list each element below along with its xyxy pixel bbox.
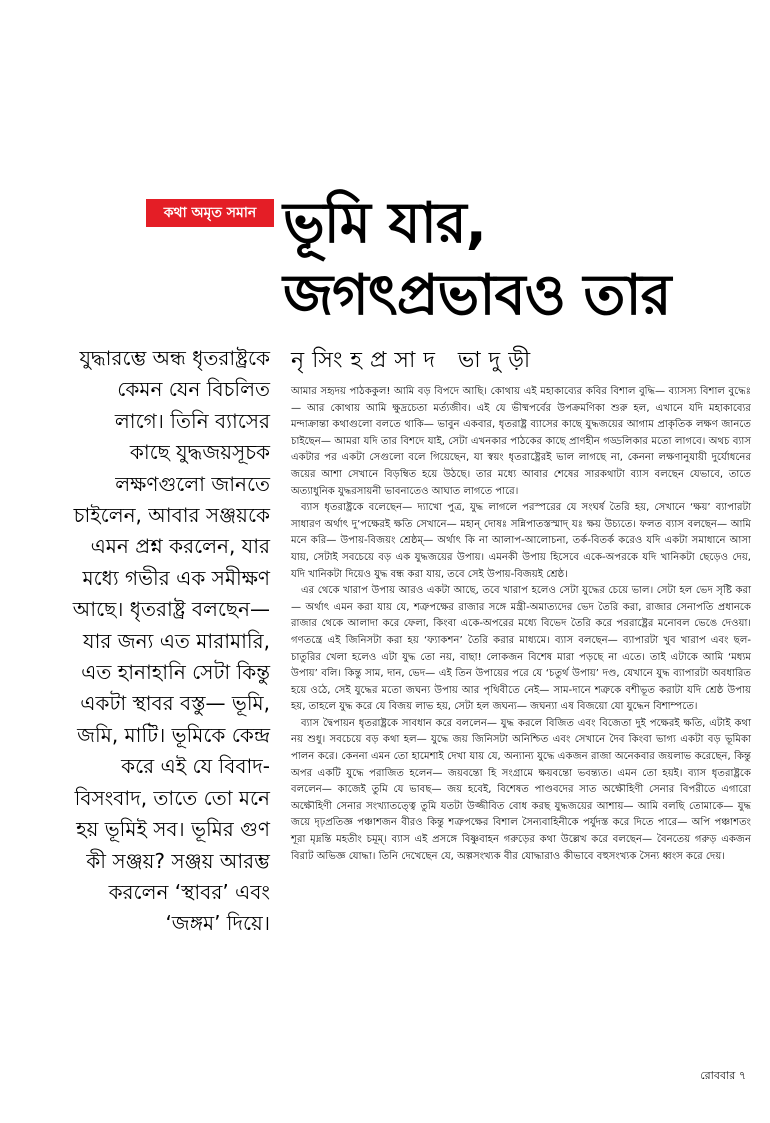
paragraph: আমার সহৃদয় পাঠককুল! আমি বড় বিপদে আছি। কোথায় এই মহাকাব্যের কবির বিশাল বুদ্ধি— ব্যাসস্য বিশাল বুদ্ধেঃ— আর কোথায় আমি ক্ষুদ্রচেতা মর্ত্যজীব। এই যে ভীষ্মপর্বের উপক্রমণিকা শুরু হল, এখানে যদি মহাকাব্যের মন্দাক্রান্তা কথাগুলো বলতে থাকি— ভাবুন একবার, ধৃতরাষ্ট্র ব্যাসের কাছে যুদ্ধজয়ের আগাম প্রাকৃতিক লক্ষণ জানতে চাইছেন— আমরা যদি তার বিশদে যাই, সেটা এখনকার পাঠকের কাছে প্রাণহীন গড্ডলিকার মতো লাগবে। অথচ ব্যাস একটার পর একটা সেগুলো বলে গিয়েছেন, যা স্বয়ং ধৃতরাষ্ট্রেরই ভাল লাগছে না, কেননা লক্ষণানুযায়ী দুর্যোধনের জয়ের আশা সেখানে বিড়ম্বিত হয়ে উঠছে। তার মধ্যে আবার শেষের সারকথাটা ব্যাস বলছেন যেভাবে, তাতে অত্যাধুনিক যুদ্ধরসায়নী ভাবনাতেও আঘাত লাগতে পারে। <box>291 386 751 497</box>
page-footer: রোববার ৭ <box>700 1069 746 1082</box>
paragraph: ব্যাস ধৃতরাষ্ট্রকে বলেছেন— দ্যাখো পুত্র, যুদ্ধ লাগলে পরস্পরের যে সংঘর্ষ তৈরি হয়, সেখানে ‘ক্ষয়’ ব্যাপারটা সাধারণ অর্থাৎ দু’পক্ষেরই ক্ষতি সেখানে— মহান্ দোষঃ সন্নিপাতস্তস্মাদ্ যঃ ক্ষয় উচ্যতে। ফলত ব্যাস বলছেন— আমি মনে করি— উপায়-বিজয়ং শ্রেষ্ঠম্— অর্থাৎ কি না আলাপ-আলোচনা, তর্ক-বিতর্ক করেও যদি একটা সমাধানে আসা যায়, সেটাই সবচেয়ে বড় এক যুদ্ধজয়ের উপায়। এমনকী উপায় হিসেবে একে-অপরকে যদি খানিকটা ছেড়েও দেয়, যদি খানিকটা দিয়েও যুদ্ধ বন্ধ করা যায়, তবে সেই উপায়-বিজয়ই শ্রেষ্ঠ। <box>291 502 751 580</box>
author-byline: নৃসিংহপ্রসাদ ভাদুড়ী <box>291 348 539 373</box>
title-line-1: ভূমি যার, <box>283 191 486 256</box>
title-line-2: জগৎপ্রভাবও তার <box>283 263 671 328</box>
pull-quote: যুদ্ধারম্ভে অন্ধ ধৃতরাষ্ট্রকে কেমন যেন বিচলিত লাগে। তিনি ব্যাসের কাছে যুদ্ধজয়সূচক লক্ষণগুলো জানতে চাইলেন, আবার সঞ্জয়কে এমন প্রশ্ন করলেন, যার মধ্যে গভীর এক সমীক্ষণ আছে। ধৃতরাষ্ট্র বলছেন— যার জন্য এত মারামারি, এত হানাহানি সেটা কিন্তু একটা স্থাবর বস্তু— ভূমি, জমি, মাটি। ভূমিকে কেন্দ্র করে এই যে বিবাদ-বিসংবাদ, তাতে তো মনে হয় ভূমিই সব। ভূমির গুণ কী সঞ্জয়? সঞ্জয় আরম্ভ করলেন ‘স্থাবর’ এবং ‘জঙ্গম’ দিয়ে। <box>72 346 270 936</box>
section-badge: কথা অমৃত সমান <box>146 199 274 227</box>
article-body <box>291 384 751 865</box>
paragraph: এর থেকে খারাপ উপায় আরও একটা আছে, তবে খারাপ হলেও সেটা যুদ্ধের চেয়ে ভাল। সেটা হল ভেদ সৃষ্টি করা— অর্থাৎ এমন করা যায় যে, শত্রুপক্ষের রাজার সঙ্গে মন্ত্রী-অমাত্যদের ভেদ তৈরি করা, রাজার সেনাপতি প্রধানকে রাজার থেকে আলাদা করে ফেলা, কিংবা একে-অপরের মধ্যে বিভেদ তৈরি করে পররাষ্ট্রের মনোবল ভেঙে দেওয়া। গণতন্ত্রে এই জিনিসটা করা হয় ‘ফ্যাকশন’ তৈরি করার মাধ্যমে। ব্যাস বলছেন— ব্যাপারটা খুব খারাপ এবং ছল-চাতুরির খেলা হলেও এটা যুদ্ধ তো নয়, বাছা! লোকজন বিশেষ মারা পড়ছে না এতে। তাই এটাকে আমি ‘মধ্যম উপায়’ বলি। কিন্তু সাম, দান, ভেদ— এই তিন উপায়ের পরে যে ‘চতুর্থ উপায়’ দণ্ড, যেখানে যুদ্ধ ব্যাপারটা অবধারিত হয়ে ওঠে, সেই যুদ্ধের মতো জঘন্য উপায় আর পৃথিবীতে নেই— সাম-দানে শত্রুকে বশীভূত করাটা যদি শ্রেষ্ঠ উপায় হয়, তাহলে যুদ্ধ করে যে বিজয় লাভ হয়, সেটা হল জঘন্য— জঘন্যা এষ বিজয়ো যো যুদ্ধেন বিশাম্পতে। <box>291 585 751 713</box>
article-title <box>283 188 753 332</box>
paragraph: ব্যাস দ্বৈপায়ন ধৃতরাষ্ট্রকে সাবধান করে বললেন— যুদ্ধ করলে বিজিত এবং বিজেতা দুই পক্ষেরই ক্ষতি, এটাই কথা নয় শুধু। সবচেয়ে বড় কথা হল— যুদ্ধে জয় জিনিসটা অনিশ্চিত এবং সেখানে দৈব কিংবা ভাগ্য একটা বড় ভূমিকা পালন করে। কেননা এমন তো হামেশাই দেখা যায় যে, অন্যান্য যুদ্ধে একজন রাজা অনেকবার জয়লাভ করেছেন, কিন্তু অপর একটি যুদ্ধে পরাজিত হলেন— জয়বন্তো হি সংগ্রামে ক্ষয়বন্তো ভবন্ত্যত। এমন তো হয়ই। ব্যাস ধৃতরাষ্ট্রকে বললেন— কাজেই তুমি যে ভাবছ— জয় হবেই, বিশেষত পাণ্ডবদের সাত অক্ষৌহিণী সেনার বিপরীতে এগারো অক্ষৌহিণী সেনার সংখ্যাতত্ত্বে তুমি যতটা উজ্জীবিত বোধ করছ যুদ্ধজয়ের আশায়— আমি বলছি তোমাকে— যুদ্ধ জয়ে দৃঢ়প্রতিজ্ঞ পঞ্চাশজন বীরও কিন্তু শত্রুপক্ষের বিশাল সৈন্যবাহিনীকে পর্যুদস্ত করে দিতে পারে— অপি পঞ্চাশতং শূরা মৃদ্নন্তি মহতীং চমূম্। ব্যাস এই প্রসঙ্গে বিষ্ণুবাহন গরুড়ের কথা উল্লেখ করে বলছেন— বৈনতেয় গরুড় একজন বিরাট অভিজ্ঞ যোদ্ধা। তিনি দেখেছেন যে, অল্পসংখ্যক বীর যোদ্ধারাও কীভাবে বহুসংখ্যক সৈন্য ধ্বংস করে দেয়। <box>291 717 751 862</box>
